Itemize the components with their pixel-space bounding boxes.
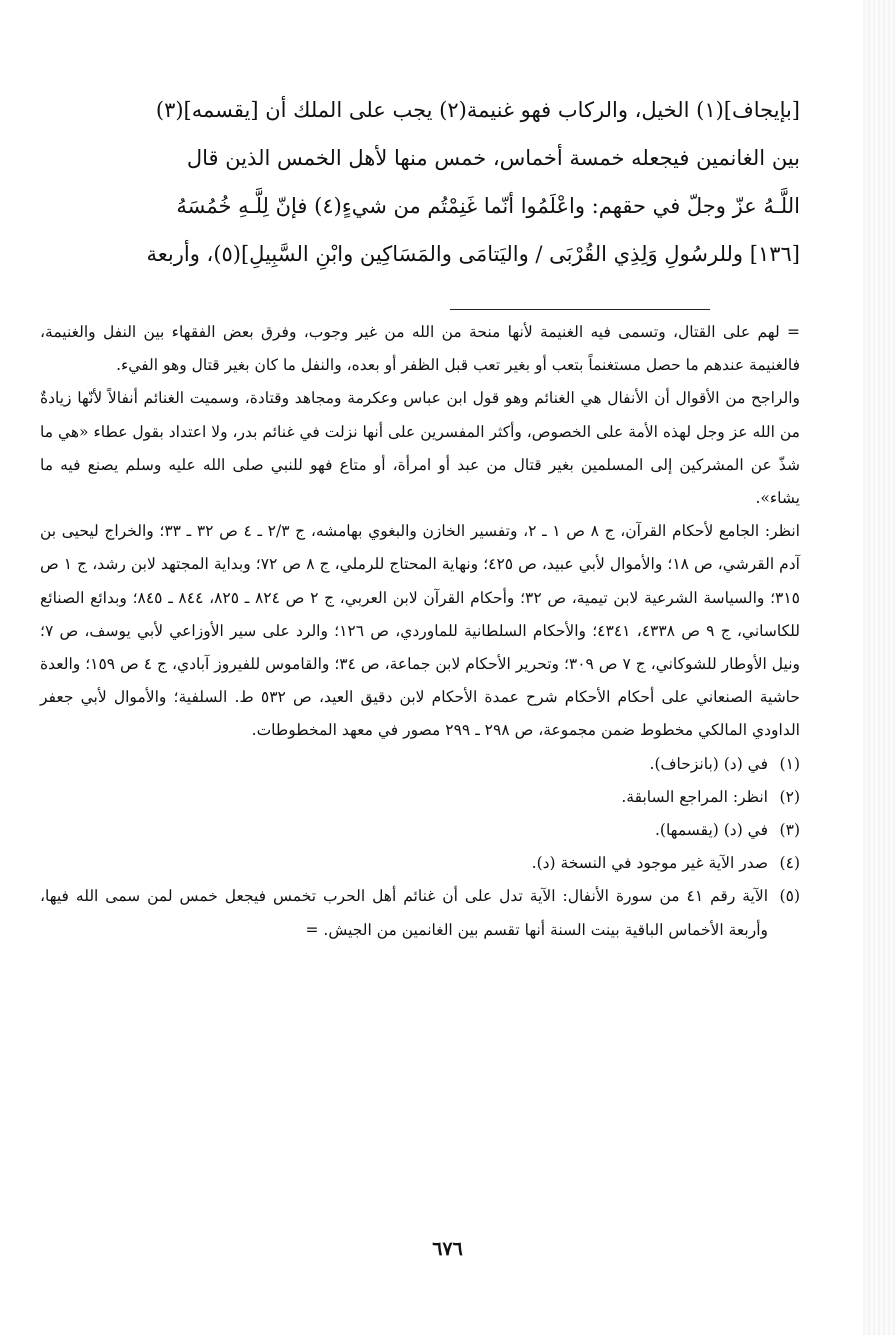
main-text-line: اللَّـهُ عزّ وجلّ في حقهم: واعْلَمُوا أنّما غَنِمْتُم من شيءٍ(٤) فإنّ لِلَّـهِ خُمُسَهُ [176, 194, 800, 218]
footnote-continuation-paragraph: والراجح من الأقوال أن الأنفال هي الغنائم وهو قول ابن عباس وعكرمة ومجاهد وقتادة، وسميت الغنائم أنفالاً لأنّها زيادةٌ من الله عز وجل لهذه الأمة على الخصوص، وأكثر المفسرين على أنها نزلت في غنائم بدر، ولا اعتداد بقول عطاء «هي ما شذّ عن المشركين إلى المسلمين بغير قتال من عبد أو امرأة، أو متاع فهو للنبي صلى الله عليه وسلم يصنع فيه ما يشاء». [40, 389, 800, 508]
footnotes-block [40, 316, 800, 947]
main-text-block [30, 86, 800, 278]
main-text-line: بين الغانمين فيجعله خمسة أخماس، خمس منها لأهل الخمس الذين قال [186, 146, 800, 170]
footnote-text: صدر الآية غير موجود في النسخة (د). [531, 854, 768, 873]
footnote-marker: (٥) [779, 887, 800, 906]
main-text-line: [١٣٦] وللرسُولِ وَلِذِي القُرْبَى / واليَتامَى والمَسَاكِين وابْنِ السَّبِيلِ](٥)، وأربعة [146, 242, 800, 266]
footnote-marker: (٤) [779, 854, 800, 873]
main-text-line: [بإيجاف](١) الخيل، والركاب فهو غنيمة(٢) يجب على الملك أن [يقسمه](٣) [155, 98, 800, 122]
footnote-marker: (١) [779, 754, 800, 773]
footnote-references-paragraph: انظر: الجامع لأحكام القرآن، ج ٨ ص ١ ـ ٢، وتفسير الخازن والبغوي بهامشه، ج ٢/٣ ـ ٤ ص ٣٢ ـ ٣٣؛ والخراج ليحيى بن آدم القرشي، ص ١٨؛ والأموال لأبي عبيد، ص ٤٢٥؛ ونهاية المحتاج للرملي، ج ٨ ص ٧٢؛ وبداية المجتهد لابن رشد، ج ١ ص ٣١٥؛ والسياسة الشرعية لابن تيمية، ص ٣٢؛ وأحكام القرآن لابن العربي، ج ٢ ص ٨٢٤ ـ ٨٢٥، ٨٤٤ ـ ٨٤٥؛ وبدائع الصنائع للكاساني، ج ٩ ص ٤٣٣٨، ٤٣٤١؛ والأحكام السلطانية للماوردي، ص ١٢٦؛ والرد على سير الأوزاعي لأبي يوسف، ص ٧؛ ونيل الأوطار للشوكاني، ج ٧ ص ٣٠٩؛ وتحرير الأحكام لابن جماعة، ص ٣٤؛ والقاموس للفيروز آبادي، ج ٤ ص ١٥٩؛ والعدة حاشية الصنعاني على أحكام الأحكام شرح عمدة الأحكام لابن دقيق العيد، ص ٥٣٢ ط. السلفية؛ والأموال لأبي جعفر الداودي المالكي مخطوط ضمن مجموعة، ص ٢٩٨ ـ ٢٩٩ مصور في معهد المخطوطات. [40, 522, 801, 740]
footnote-item [40, 748, 800, 781]
footnote-text: في (د) (بانزحاف). [649, 754, 768, 773]
footnote-continuation-paragraph: = لهم على القتال، وتسمى فيه الغنيمة لأنها منحة من الله من غير وجوب، وفرق بعض الفقهاء بين النفل والغنيمة، فالغنيمة عندهم ما حصل مستغنماً بتعب أو بغير تعب قبل الظفر أو بعده، والنفل ما كان بغير قتال وهو الفيء. [40, 323, 800, 375]
footnote-item [40, 781, 800, 814]
page-number: ٦٧٦ [432, 1238, 463, 1260]
footnote-marker: (٣) [779, 821, 800, 840]
footnote-item [40, 814, 800, 847]
footnote-item [40, 847, 800, 880]
footnote-separator [450, 309, 710, 310]
footnote-text: في (د) (يقسمها). [654, 821, 768, 840]
continuation-marker: = [787, 323, 800, 341]
footnote-item [40, 880, 800, 946]
numbered-footnotes [40, 748, 800, 947]
footnote-marker: (٢) [779, 787, 800, 806]
footnote-text: انظر: المراجع السابقة. [621, 787, 768, 806]
page-edge-shading [863, 0, 895, 1335]
footnote-text: الآية رقم ٤١ من سورة الأنفال: الآية تدل على أن غنائم أهل الحرب تخمس فيجعل خمس لمن سمى الله فيها، وأربعة الأخماس الباقية بينت السنة أنها تقسم بين الغانمين من الجيش. = [40, 887, 769, 939]
